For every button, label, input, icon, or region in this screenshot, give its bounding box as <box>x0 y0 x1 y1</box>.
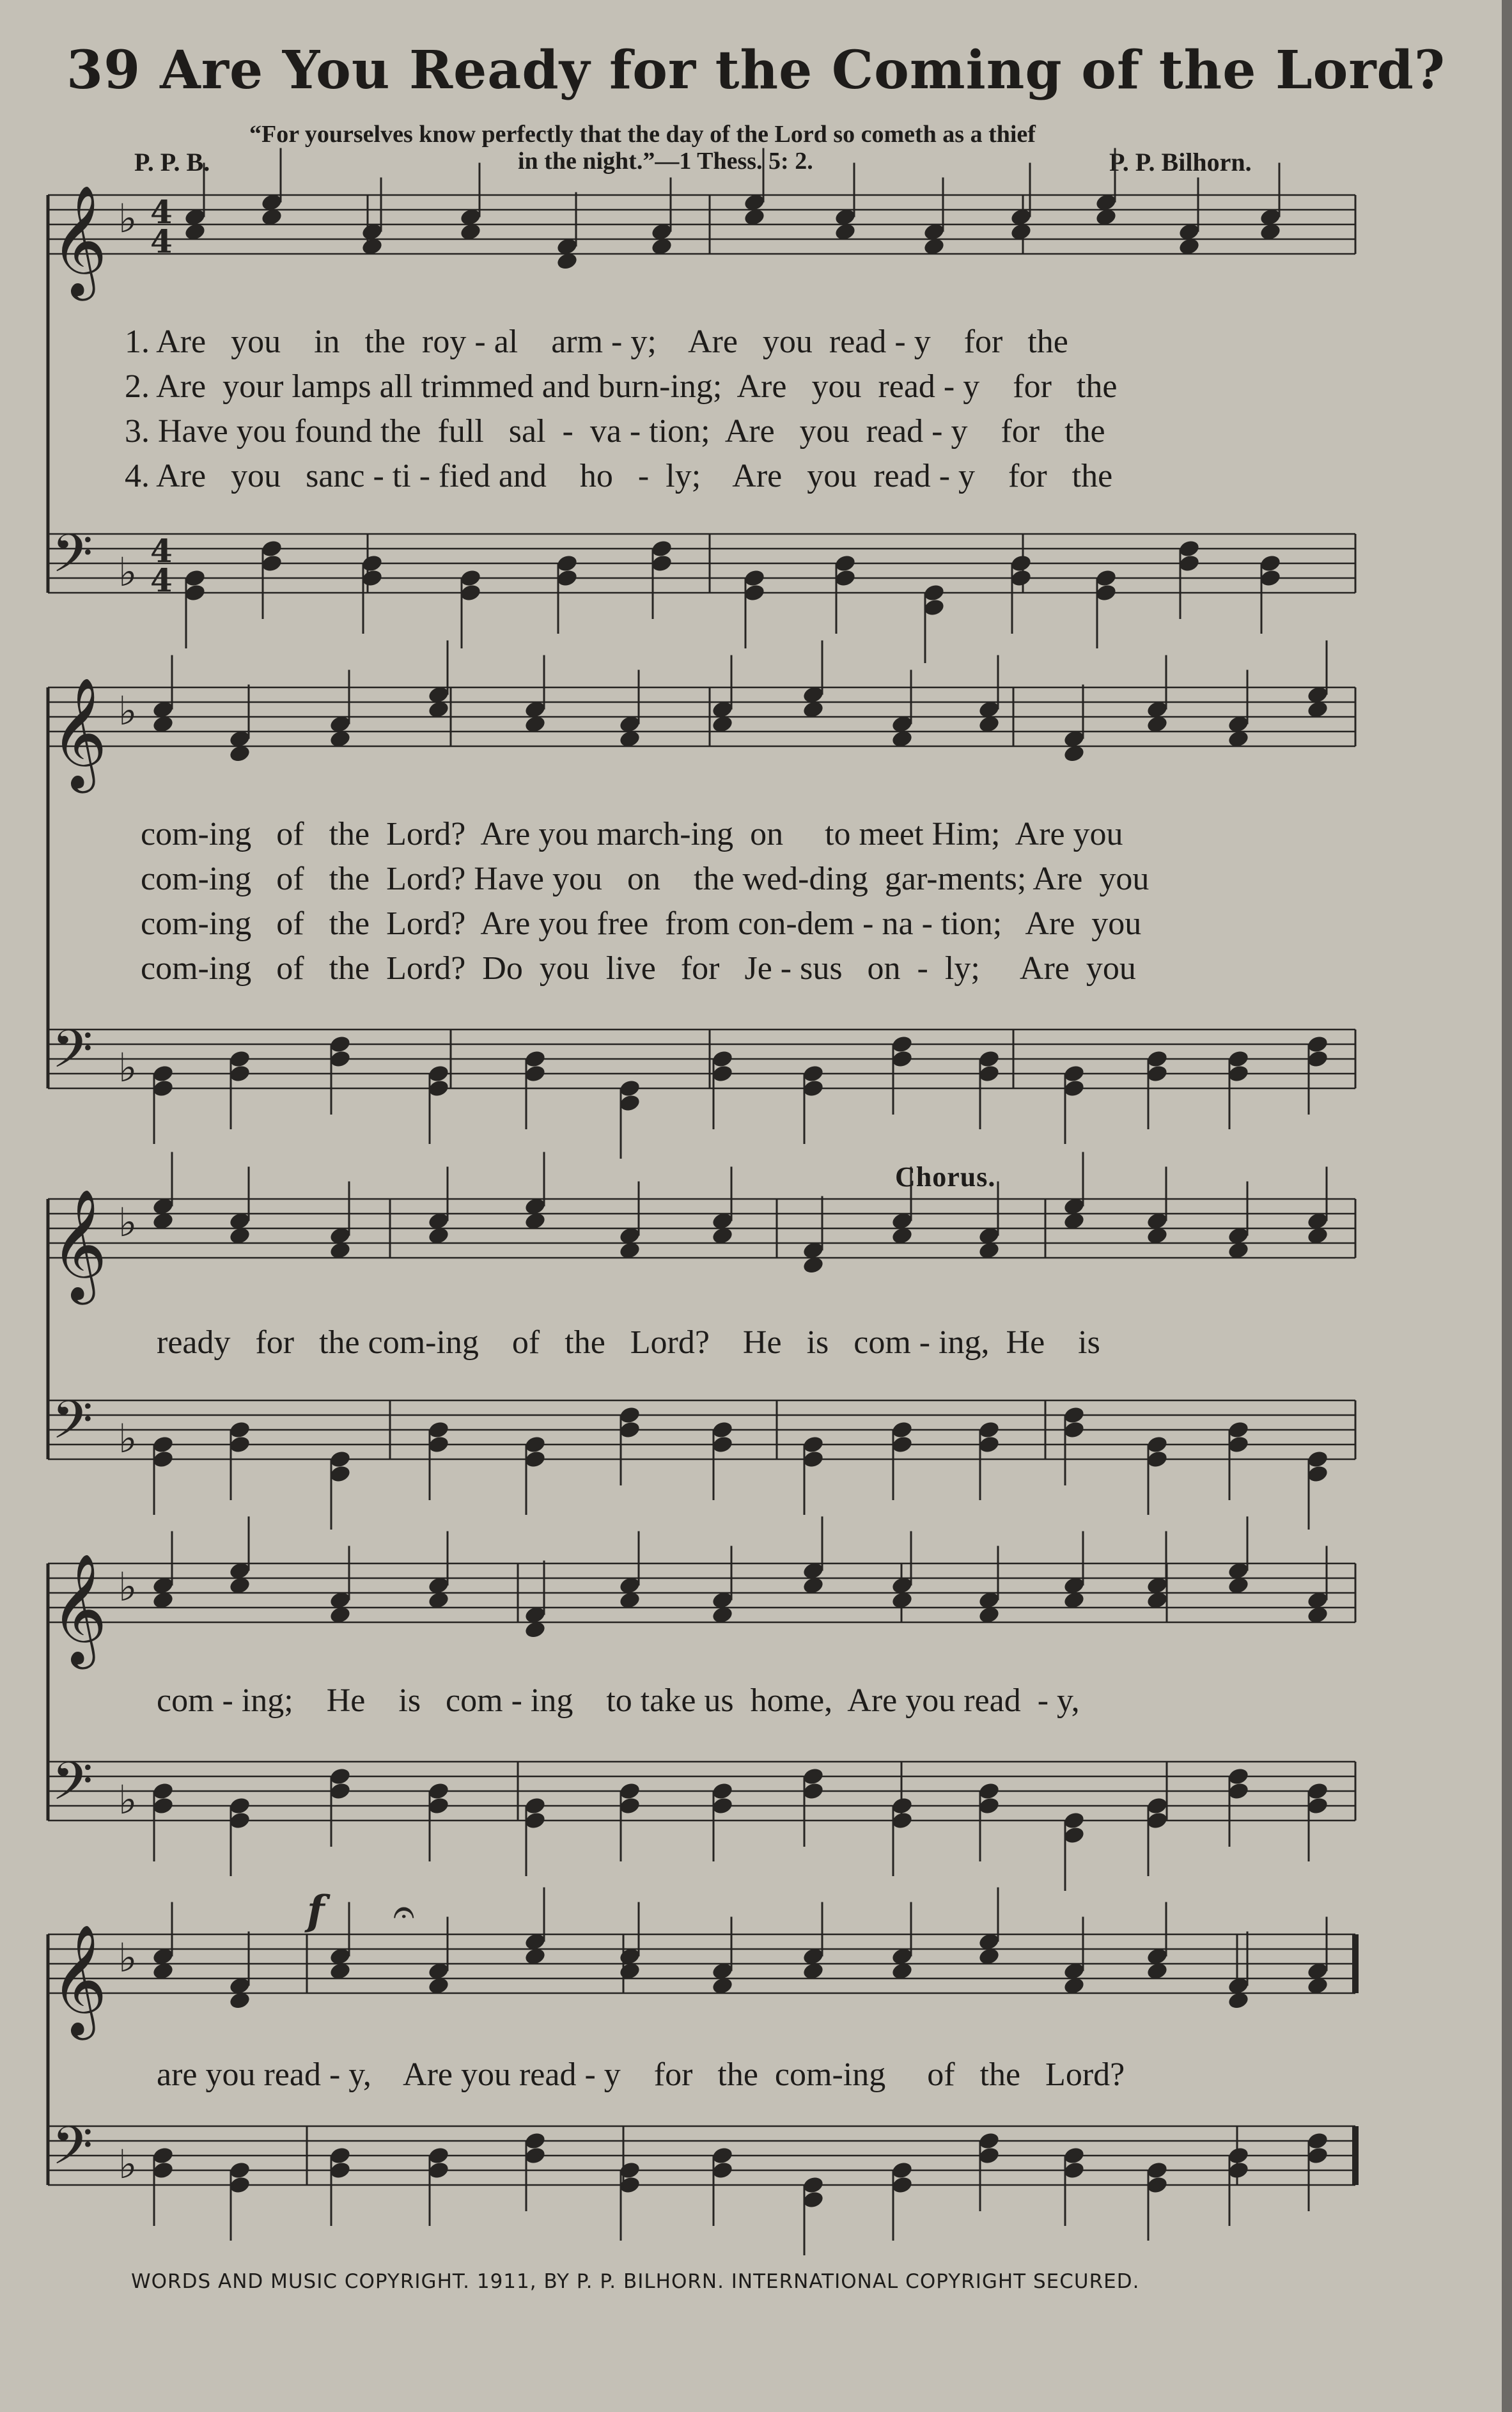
verse-1-line-1: 1. Are you in the roy - al arm - y; Are you read - y for the <box>125 324 1068 360</box>
flat-icon: ♭ <box>118 1044 137 1091</box>
bass-clef-icon: 𝄢 <box>52 1750 93 1825</box>
treble-clef-icon: 𝄞 <box>51 185 107 296</box>
chorus-label: Chorus. <box>895 1161 996 1193</box>
copyright-notice: WORDS AND MUSIC COPYRIGHT. 1911, BY P. P. BILHORN. INTERNATIONAL COPYRIGHT SECURED. <box>131 2270 1140 2293</box>
verse-2-line-2: com-ing of the Lord? Have you on the wed-ding gar-ments; Are you <box>141 861 1150 897</box>
flat-icon: ♭ <box>118 549 137 595</box>
fermata-icon: 𝄐 <box>393 1890 415 1934</box>
flat-icon: ♭ <box>118 687 137 734</box>
time-signature-top: 4 <box>150 193 173 231</box>
hymn-number: 39 <box>66 40 141 101</box>
forte-mark: f <box>307 1887 325 1935</box>
verse-1-line-2: com-ing of the Lord? Are you march-ing on to meet Him; Are you <box>141 816 1123 852</box>
flat-icon: ♭ <box>118 2141 137 2188</box>
flat-icon: ♭ <box>118 1776 137 1823</box>
chorus-line-2: com - ing; He is com - ing to take us home, Are you read - y, <box>157 1682 1080 1719</box>
scripture-line-2: in the night.”—1 Thess. 5: 2. <box>518 148 813 175</box>
treble-clef-icon: 𝄞 <box>51 1189 107 1300</box>
flat-icon: ♭ <box>118 195 137 242</box>
bass-clef-icon: 𝄢 <box>52 2115 93 2189</box>
treble-clef-icon: 𝄞 <box>51 1553 107 1664</box>
chorus-line-3: are you read - y, Are you read - y for the com-ing of the Lord? <box>157 2056 1125 2093</box>
bass-clef-icon: 𝄢 <box>52 1389 93 1464</box>
hymn-title-text: Are You Ready for the Coming of the Lord? <box>160 40 1446 101</box>
verse-4-line-2: com-ing of the Lord? Do you live for Je - sus on - ly; Are you <box>141 950 1136 987</box>
flat-icon: ♭ <box>118 1199 137 1246</box>
bass-clef-icon: 𝄢 <box>52 1018 93 1093</box>
music-composer: P. P. Bilhorn. <box>1109 148 1252 176</box>
scripture-line-1: “For yourselves know perfectly that the day of the Lord so cometh as a thief <box>249 121 1036 148</box>
treble-clef-icon: 𝄞 <box>51 677 107 788</box>
flat-icon: ♭ <box>118 1415 137 1462</box>
time-signature-top: 4 <box>150 532 173 570</box>
time-signature-bottom: 4 <box>150 561 173 599</box>
words-author: P. P. B. <box>134 148 210 176</box>
verse-4-line-1: 4. Are you sanc - ti - fied and ho - ly; Are you read - y for the <box>125 458 1113 494</box>
flat-icon: ♭ <box>118 1563 137 1610</box>
flat-icon: ♭ <box>118 1934 137 1981</box>
treble-clef-icon: 𝄞 <box>51 1924 107 2035</box>
bass-clef-icon: 𝄢 <box>52 522 93 597</box>
chorus-line-1: ready for the com-ing of the Lord? He is com - ing, He is <box>157 1324 1100 1361</box>
verse-2-line-1: 2. Are your lamps all trimmed and burn-ing; Are you read - y for the <box>125 368 1118 405</box>
verse-3-line-2: com-ing of the Lord? Are you free from con-dem - na - tion; Are you <box>141 905 1142 942</box>
time-signature-bottom: 4 <box>150 223 173 260</box>
verse-3-line-1: 3. Have you found the full sal - va - tion; Are you read - y for the <box>125 413 1105 450</box>
